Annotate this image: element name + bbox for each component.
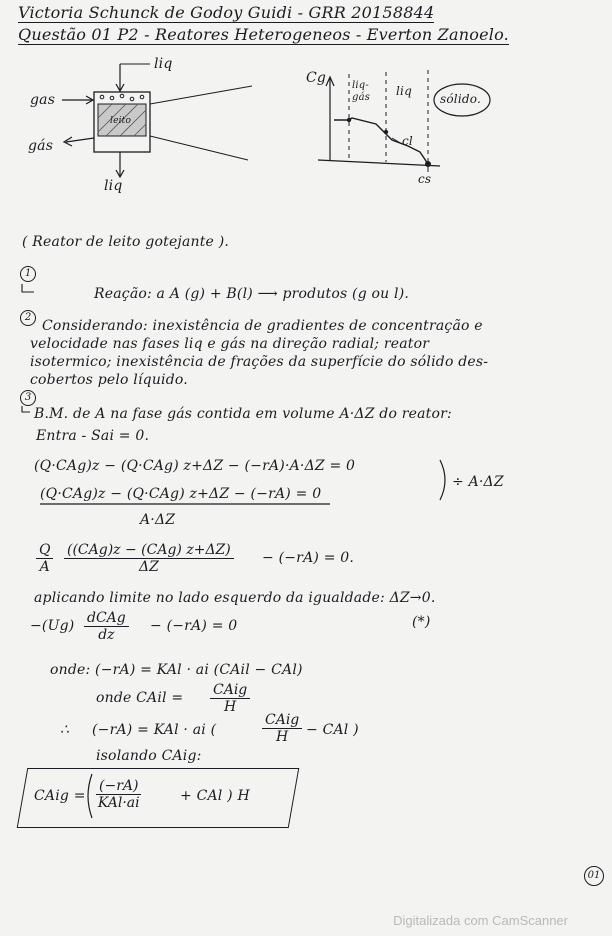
equation-3-numerator: ((CAg)z − (CAg) z+ΔZ)	[64, 542, 234, 559]
profile-region-liq: liq	[396, 84, 412, 98]
considerations-line-4: cobertos pelo líquido.	[30, 372, 188, 388]
final-tail: + CAl ) H	[180, 788, 250, 804]
equation-3-tail: − (−rA) = 0.	[262, 550, 355, 566]
step-3-marker: 3	[20, 390, 36, 406]
profile-label-cs: cs	[418, 172, 432, 186]
equation-3-delta-z: ΔZ	[138, 559, 159, 575]
equation-5-prefix: (−rA) = KAl · ai (	[92, 722, 217, 738]
step-1-marker: 1	[20, 266, 36, 282]
entra-sai: Entra - Sai = 0.	[36, 428, 150, 444]
diagram-label-bed: leito	[110, 116, 132, 126]
equation-5-denominator: H	[276, 729, 289, 745]
equation-3-q: Q	[36, 542, 53, 559]
scanner-watermark: Digitalizada com CamScanner	[393, 913, 568, 928]
mass-balance-heading: B.M. de A na fase gás contida em volume A·ΔZ do reator:	[34, 406, 452, 422]
final-denominator: KAl·ai	[97, 795, 140, 811]
equation-2-divisor: ÷ A·ΔZ	[452, 474, 504, 490]
equation-4-mark: (*)	[412, 614, 431, 630]
question-title: Questão 01 P2 - Reatores Heterogeneos - Everton Zanoelo.	[18, 25, 509, 44]
final-prefix: CAig =	[34, 788, 86, 804]
page-number: 01	[584, 866, 604, 886]
interface-conc-denominator: H	[224, 699, 237, 715]
equation-2-denominator: A·ΔZ	[140, 512, 176, 528]
equation-1: (Q·CAg)z − (Q·CAg) z+ΔZ − (−rA)·A·ΔZ = 0	[34, 458, 356, 474]
profile-region-solid: sólido.	[440, 92, 481, 106]
equation-4-numerator: dCAg	[84, 610, 129, 627]
profile-label-cl: cl	[402, 134, 413, 148]
considerations-line-3: isotermico; inexistência de frações da superfície do sólido des-	[30, 354, 489, 370]
equation-5-numerator: CAig	[262, 712, 302, 729]
rate-definition: onde: (−rA) = KAl · ai (CAil − CAl)	[50, 662, 303, 678]
considerations-line-2: velocidade nas fases liq e gás na direção radial; reator	[30, 336, 430, 352]
final-fraction	[96, 778, 141, 811]
diagram-label-liq-top: liq	[154, 56, 173, 72]
interface-conc-numerator: CAig	[210, 682, 250, 699]
considerations-line-1: Considerando: inexistência de gradientes de concentração e	[42, 318, 483, 334]
step-2-marker: 2	[20, 310, 36, 326]
equation-4-tail: − (−rA) = 0	[150, 618, 238, 634]
profile-region-liq-gas: liq-gás	[352, 80, 371, 103]
final-numerator: (−rA)	[96, 778, 141, 795]
therefore-symbol: ∴	[60, 722, 70, 738]
diagram-label-liq-bottom: liq	[104, 178, 123, 194]
equation-3-a: A	[39, 559, 50, 575]
diagram-label-gas-in: gas	[30, 92, 56, 108]
profile-axis-cg: Cg	[306, 70, 327, 86]
diagram-label-gas-out: gás	[28, 138, 54, 154]
equation-5-tail: − CAl )	[306, 722, 359, 738]
equation-4-denominator: dz	[98, 627, 115, 643]
equation-4-prefix: −(Ug)	[30, 618, 75, 634]
author-line: Victoria Schunck de Godoy Guidi - GRR 20158844	[18, 3, 435, 22]
limit-statement: aplicando limite no lado esquerdo da igualdade: ΔZ→0.	[34, 590, 436, 606]
isolating-heading: isolando CAig:	[96, 748, 202, 764]
reaction-equation: Reação: a A (g) + B(l) ⟶ produtos (g ou l).	[94, 286, 410, 302]
equation-2: (Q·CAg)z − (Q·CAg) z+ΔZ − (−rA) = 0	[40, 486, 322, 502]
interface-conc-prefix: onde CAil =	[96, 690, 184, 706]
reactor-type: ( Reator de leito gotejante ).	[22, 234, 230, 250]
